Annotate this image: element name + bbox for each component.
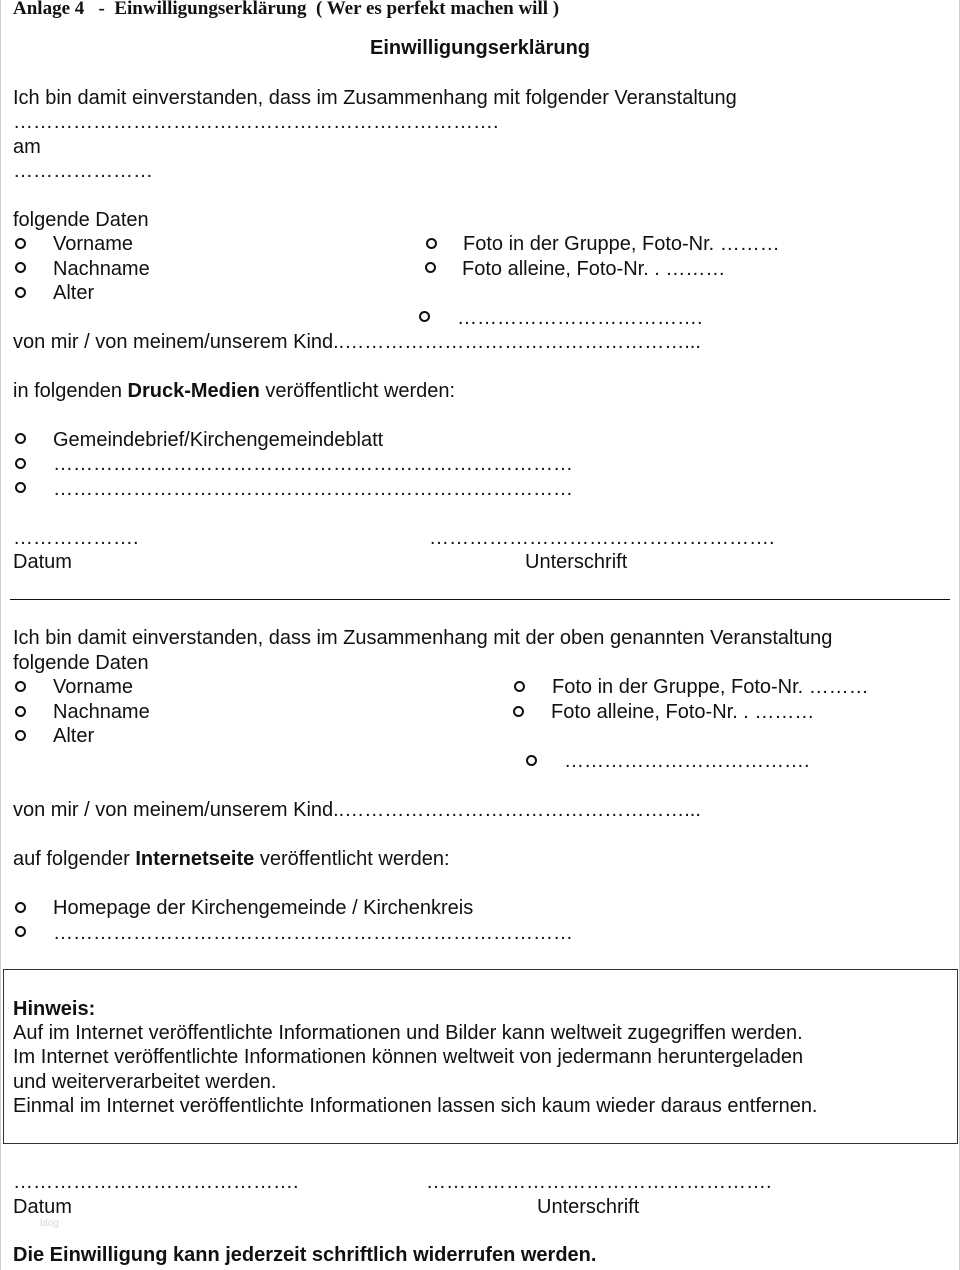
checkbox-web-other[interactable] xyxy=(15,926,26,937)
section1-intro: Ich bin damit einverstanden, dass im Zusammenhang mit folgender Veranstaltung xyxy=(13,87,737,109)
section2-intro-1: Ich bin damit einverstanden, dass im Zusammenhang mit der oben genannten Veranstaltung xyxy=(13,627,833,649)
watermark: blog xyxy=(40,1218,59,1229)
internet-bold: Internetseite xyxy=(135,848,255,870)
checkbox-media-other-1[interactable] xyxy=(15,458,26,469)
print-media-line xyxy=(13,379,455,403)
notice-line-4: Einmal im Internet veröffentlichte Informationen lassen sich kaum wieder daraus entfernen. xyxy=(13,1095,818,1117)
option-homepage: Homepage der Kirchengemeinde / Kirchenkreis xyxy=(53,897,474,919)
print-media-prefix: in folgenden xyxy=(13,380,128,402)
date-field-1[interactable]: ………………. xyxy=(13,527,139,549)
section2-intro-2: folgende Daten xyxy=(13,652,149,674)
data-label: folgende Daten xyxy=(13,209,149,231)
print-media-bold: Druck-Medien xyxy=(127,380,260,402)
checkbox-nachname-2[interactable] xyxy=(15,706,26,717)
date-label-1: Datum xyxy=(13,551,72,573)
checkbox-vorname[interactable] xyxy=(15,238,26,249)
notice-heading: Hinweis: xyxy=(13,998,96,1020)
child-line-2[interactable]: von mir / von meinem/unserem Kind..……………………………………………... xyxy=(13,799,701,821)
annex-heading: Anlage 4 - Einwilligungserklärung ( Wer es perfekt machen will ) xyxy=(13,0,560,19)
option-alter: Alter xyxy=(53,282,95,304)
checkbox-foto-gruppe-2[interactable] xyxy=(514,681,525,692)
checkbox-foto-alleine[interactable] xyxy=(425,262,436,273)
checkbox-foto-alleine-2[interactable] xyxy=(513,706,524,717)
checkbox-media-other-2[interactable] xyxy=(15,482,26,493)
checkbox-alter-2[interactable] xyxy=(15,730,26,741)
internet-suffix: veröffentlicht werden: xyxy=(254,848,450,870)
option-foto-gruppe-2: Foto in der Gruppe, Foto-Nr. ……… xyxy=(552,676,869,698)
checkbox-nachname[interactable] xyxy=(15,262,26,273)
event-name-field[interactable]: ………………………………………………………………. xyxy=(13,111,499,133)
date-label-2: Datum xyxy=(13,1196,72,1218)
checkbox-foto-gruppe[interactable] xyxy=(426,238,437,249)
child-line[interactable]: von mir / von meinem/unserem Kind..……………………………………………... xyxy=(13,331,701,353)
option-alter-2: Alter xyxy=(53,725,95,747)
notice-line-3: und weiterverarbeitet werden. xyxy=(13,1071,277,1093)
media-other-2[interactable]: …………………………………………………………………… xyxy=(53,478,573,500)
option-nachname-2: Nachname xyxy=(53,701,150,723)
checkbox-other-photo[interactable] xyxy=(419,311,430,322)
web-other[interactable]: …………………………………………………………………… xyxy=(53,922,573,944)
signature-label-1: Unterschrift xyxy=(525,551,628,573)
option-nachname: Nachname xyxy=(53,258,150,280)
option-foto-alleine-2: Foto alleine, Foto-Nr. . ……… xyxy=(551,701,815,723)
checkbox-gemeindebrief[interactable] xyxy=(15,433,26,444)
print-media-suffix: veröffentlicht werden: xyxy=(259,380,456,402)
checkbox-homepage[interactable] xyxy=(15,902,26,913)
notice-line-1: Auf im Internet veröffentlichte Informationen und Bilder kann weltweit zugegriffen werden. xyxy=(13,1022,803,1044)
option-foto-gruppe: Foto in der Gruppe, Foto-Nr. ……… xyxy=(463,233,780,255)
revocation-note: Die Einwilligung kann jederzeit schriftlich widerrufen werden. xyxy=(13,1244,597,1266)
option-other-photo: ………………………………. xyxy=(457,307,703,329)
checkbox-vorname-2[interactable] xyxy=(15,681,26,692)
date-field-2[interactable]: ……………………………………. xyxy=(13,1171,299,1193)
option-vorname-2: Vorname xyxy=(53,676,134,698)
notice-line-2: Im Internet veröffentlichte Informationen können weltweit von jedermann heruntergeladen xyxy=(13,1046,804,1068)
option-vorname: Vorname xyxy=(53,233,134,255)
section-divider xyxy=(10,599,950,600)
signature-label-2: Unterschrift xyxy=(537,1196,640,1218)
signature-field-1[interactable]: ……………………………………………. xyxy=(429,527,775,549)
checkbox-other-photo-2[interactable] xyxy=(526,755,537,766)
option-foto-alleine: Foto alleine, Foto-Nr. . ……… xyxy=(462,258,726,280)
page-border-left xyxy=(0,0,1,1270)
am-label: am xyxy=(13,136,41,158)
internet-line xyxy=(13,847,450,871)
form-title: Einwilligungserklärung xyxy=(369,37,591,59)
signature-field-2[interactable]: ……………………………………………. xyxy=(426,1171,772,1193)
option-other-photo-2: ………………………………. xyxy=(564,750,810,772)
checkbox-alter[interactable] xyxy=(15,287,26,298)
internet-prefix: auf folgender xyxy=(13,848,136,870)
option-gemeindebrief: Gemeindebrief/Kirchengemeindeblatt xyxy=(53,429,384,451)
media-other-1[interactable]: …………………………………………………………………… xyxy=(53,453,573,475)
event-date-field[interactable]: ………………… xyxy=(13,160,153,182)
